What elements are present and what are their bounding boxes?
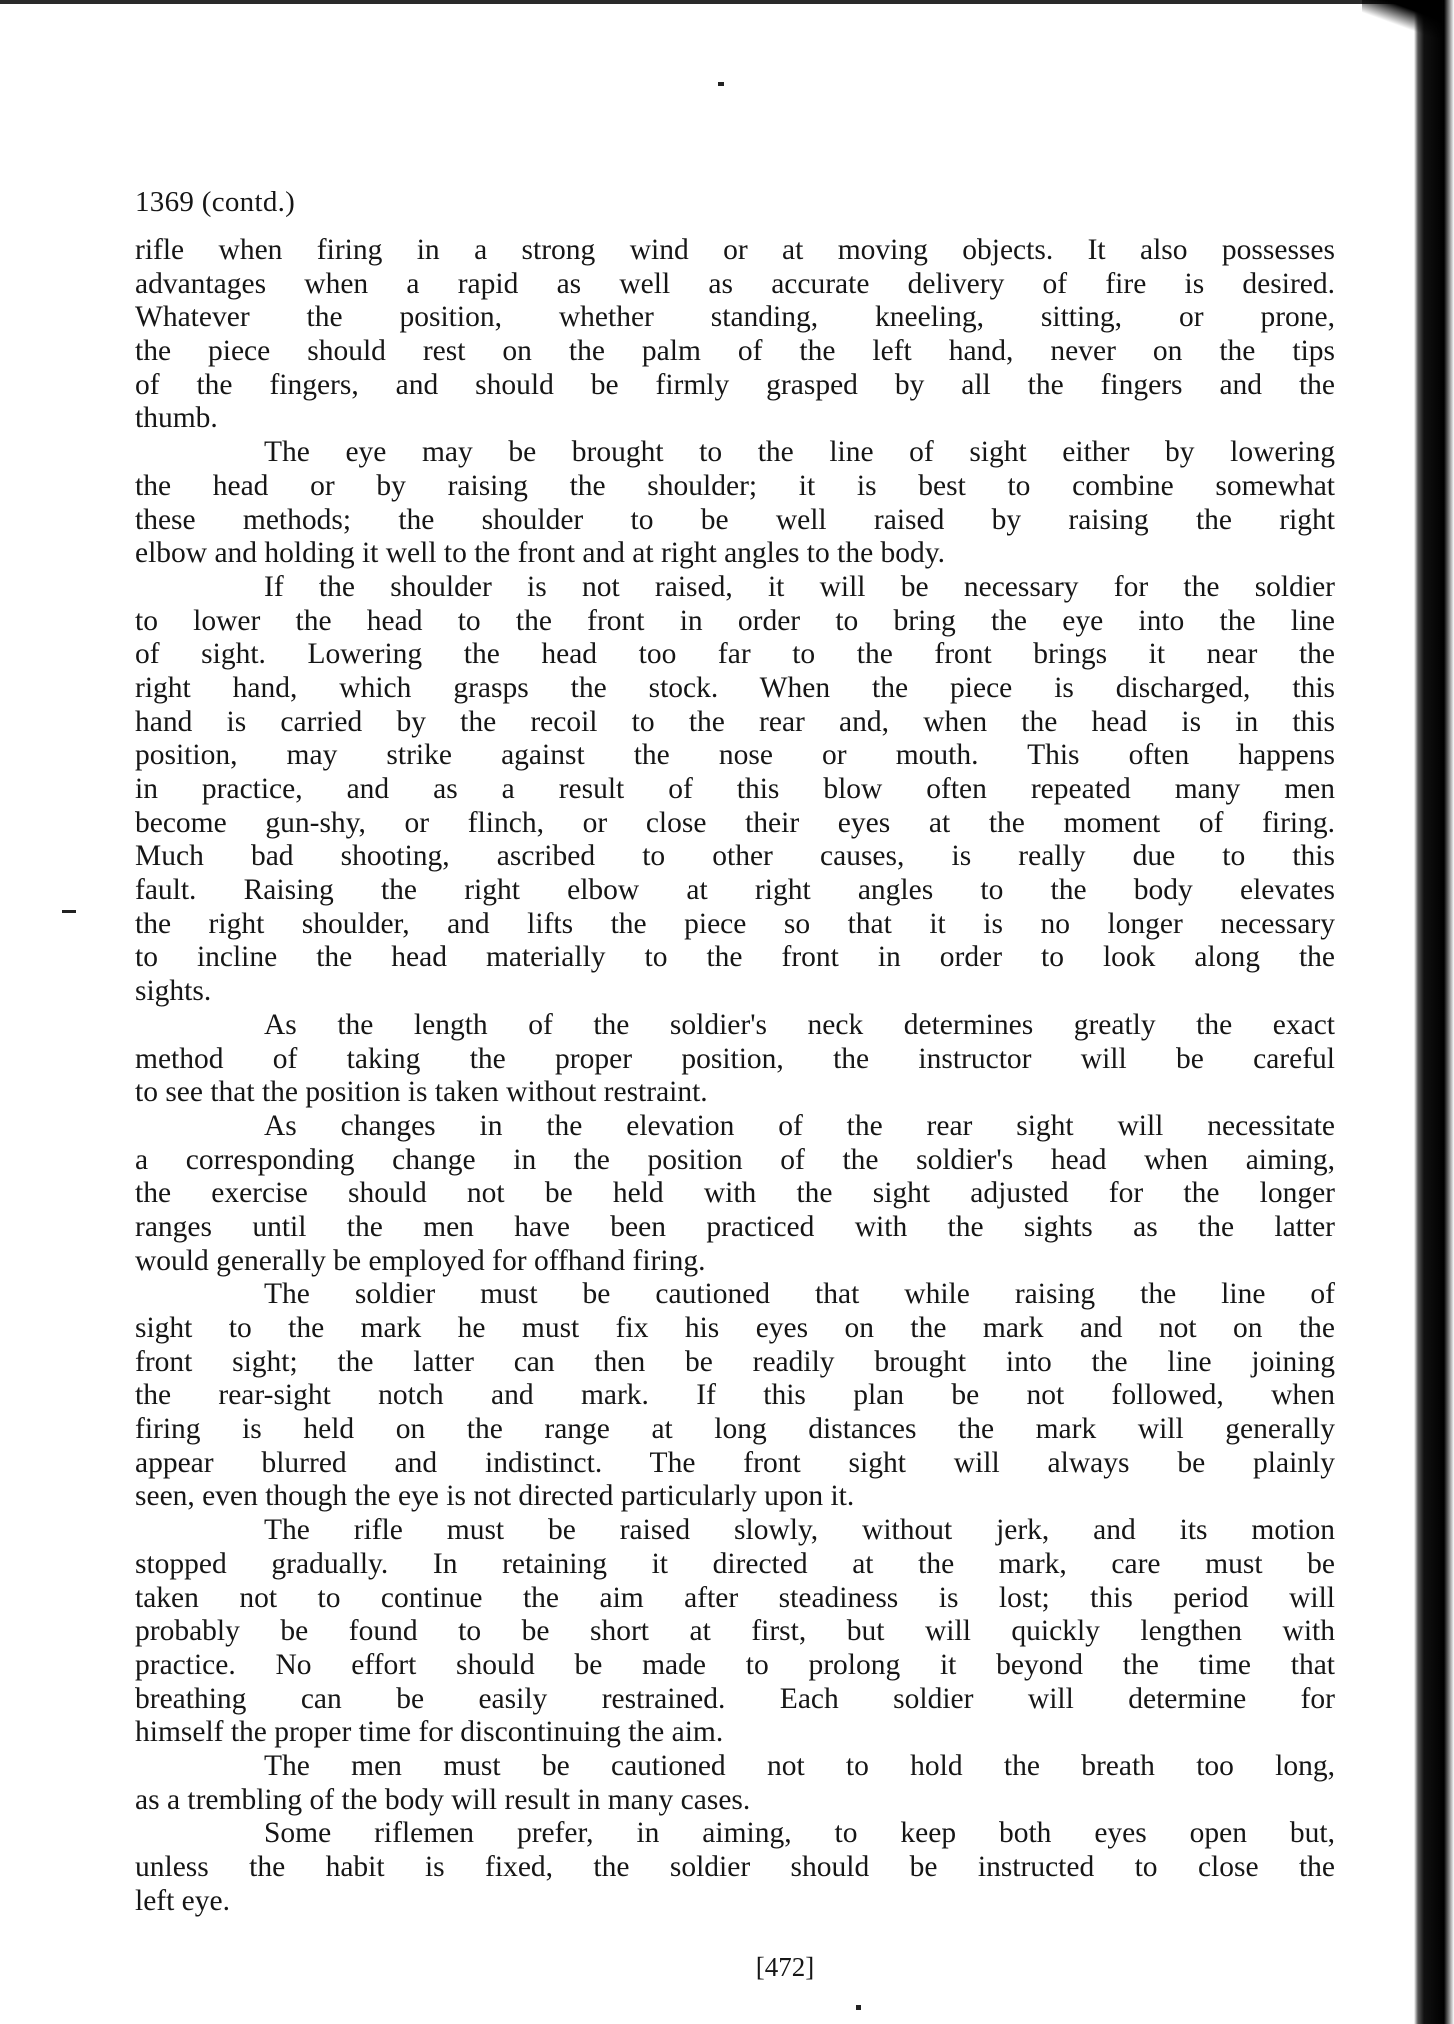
text-line: the rear-sight notch and mark. If this plan be not followed, when [135,1379,1335,1412]
text-line: breathing can be easily restrained. Each soldier will determine for [135,1682,1335,1715]
text-line: practice. No effort should be made to prolong it beyond the time that [135,1648,1335,1681]
section-heading: 1369 (contd.) [135,186,296,218]
text-line: The soldier must be cautioned that while raising the line of [264,1278,1335,1311]
text-line: Some riflemen prefer, in aiming, to keep both eyes open but, [264,1817,1335,1850]
text-line: The rifle must be raised slowly, without jerk, and its motion [264,1514,1335,1547]
paragraph [135,436,1335,571]
paragraph [135,234,1335,436]
text-line: The men must be cautioned not to hold the breath too long, [264,1749,1335,1782]
text-line: The eye may be brought to the line of sight either by lowering [264,436,1335,469]
text-line: seen, even though the eye is not directed particularly upon it. [135,1480,855,1513]
text-line: the head or by raising the shoulder; it is best to combine somewhat [135,469,1335,502]
text-line: front sight; the latter can then be readily brought into the line joining [135,1345,1335,1378]
text-line: If the shoulder is not raised, it will be necessary for the soldier [264,570,1335,603]
text-line: Much bad shooting, ascribed to other causes, is really due to this [135,840,1335,873]
text-line: in practice, and as a result of this blow often repeated many men [135,773,1335,805]
text-line: As changes in the elevation of the rear sight will necessitate [264,1109,1335,1142]
text-line: rifle when firing in a strong wind or at moving objects. It also possesses [135,234,1335,266]
paragraph [135,1110,1335,1278]
text-line: to see that the position is taken without restraint. [135,1076,708,1109]
paragraph [135,1278,1335,1514]
text-line: As the length of the soldier's neck determines greatly the exact [264,1008,1335,1041]
text-line: himself the proper time for discontinuing the aim. [135,1716,724,1749]
scan-speck [718,82,724,86]
paragraph [135,1817,1335,1918]
text-line: right hand, which grasps the stock. When the piece is discharged, this [135,671,1335,704]
text-line: elbow and holding it well to the front and at right angles to the body. [135,537,945,570]
text-line: position, may strike against the nose or mouth. This often happens [135,739,1335,772]
text-line: Whatever the position, whether standing, kneeling, sitting, or prone, [135,301,1335,334]
text-line: stopped gradually. In retaining it directed at the mark, care must be [135,1547,1335,1580]
scan-top-edge [0,0,1420,4]
text-line: appear blurred and indistinct. The front sight will always be plainly [135,1446,1335,1479]
scan-right-edge [1414,0,1454,2024]
text-line: sight to the mark he must fix his eyes on the mark and not on the [135,1312,1335,1344]
text-line: probably be found to be short at first, but will quickly lengthen with [135,1615,1335,1648]
scan-speck [856,2005,861,2010]
text-line: to lower the head to the front in order to bring the eye into the line [135,604,1335,637]
text-line: the piece should rest on the palm of the left hand, never on the tips [135,335,1335,368]
paragraph [135,571,1335,1009]
text-line: of sight. Lowering the head too far to the front brings it near the [135,638,1335,671]
text-line: a corresponding change in the position of the soldier's head when aiming, [135,1143,1335,1176]
scan-speck [62,910,76,913]
text-line: hand is carried by the recoil to the rear and, when the head is in this [135,705,1335,738]
text-line: would generally be employed for offhand firing. [135,1244,706,1277]
text-line: the exercise should not be held with the sight adjusted for the longer [135,1177,1335,1210]
text-line: advantages when a rapid as well as accurate delivery of fire is desired. [135,267,1335,300]
text-line: become gun-shy, or flinch, or close their eyes at the moment of firing. [135,806,1335,839]
text-line: firing is held on the range at long distances the mark will generally [135,1413,1335,1446]
text-line: thumb. [135,402,218,435]
text-line: taken not to continue the aim after steadiness is lost; this period will [135,1581,1335,1614]
paragraph [135,1009,1335,1110]
text-line: unless the habit is fixed, the soldier should be instructed to close the [135,1851,1335,1883]
paragraph [135,1750,1335,1817]
text-line: of the fingers, and should be firmly grasped by all the fingers and the [135,368,1335,401]
paragraph [135,1514,1335,1750]
text-line: fault. Raising the right elbow at right angles to the body elevates [135,874,1335,907]
text-line: left eye. [135,1884,230,1917]
text-line: method of taking the proper position, the instructor will be careful [135,1042,1335,1075]
text-line: sights. [135,975,212,1008]
text-line: as a trembling of the body will result in many cases. [135,1783,751,1816]
text-line: the right shoulder, and lifts the piece so that it is no longer necessary [135,907,1335,940]
scan-corner-shadow [1362,0,1442,40]
text-line: ranges until the men have been practiced with the sights as the latter [135,1210,1335,1243]
text-line: to incline the head materially to the front in order to look along the [135,941,1335,974]
body-text [135,234,1335,1918]
page-number: [472] [755,1952,815,1982]
text-line: these methods; the shoulder to be well raised by raising the right [135,503,1335,536]
